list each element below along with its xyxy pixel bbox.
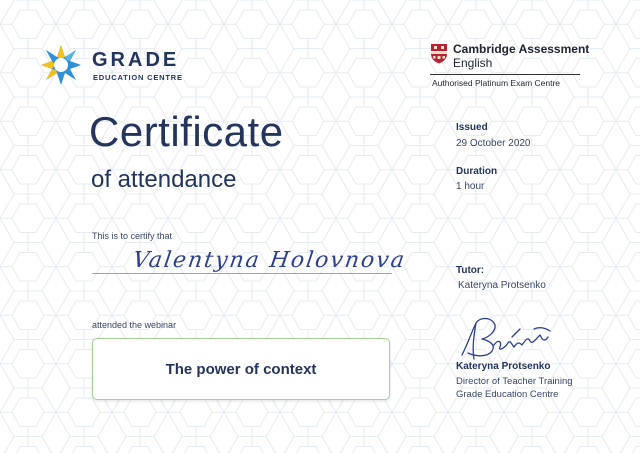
cambridge-shield-icon [430, 43, 448, 64]
grade-wordmark: GRADE [92, 49, 180, 71]
certificate-title: Certificate [89, 108, 284, 155]
webinar-title: The power of context [165, 360, 317, 378]
attended-text: attended the webinar [92, 320, 177, 330]
recipient-name: Valentyna Holovnova [131, 248, 408, 273]
recipient-underline [92, 273, 392, 274]
cambridge-name: Cambridge Assessment [453, 42, 590, 56]
tutor-name: Kateryna Protsenko [458, 280, 546, 291]
issued-label: Issued [456, 122, 488, 133]
cambridge-english: English [453, 56, 493, 70]
signer-role: Director of Teacher Training [456, 376, 573, 387]
cambridge-logo [430, 42, 590, 88]
certificate-subtitle: of attendance [91, 166, 237, 193]
issued-date: 29 October 2020 [456, 138, 531, 149]
signer-name: Kateryna Protsenko [456, 361, 551, 372]
duration-label: Duration [456, 166, 498, 177]
signer-organization: Grade Education Centre [456, 389, 559, 400]
tutor-label: Tutor: [456, 265, 485, 276]
signature-mark [454, 315, 564, 363]
duration-value: 1 hour [456, 181, 485, 192]
grade-star-icon [40, 44, 82, 86]
cambridge-authorised-text: Authorised Platinum Exam Centre [432, 78, 561, 88]
certify-text: This is to certify that [92, 231, 173, 241]
webinar-box [92, 338, 390, 400]
grade-subtitle: EDUCATION CENTRE [93, 73, 183, 82]
cambridge-divider [430, 74, 580, 75]
